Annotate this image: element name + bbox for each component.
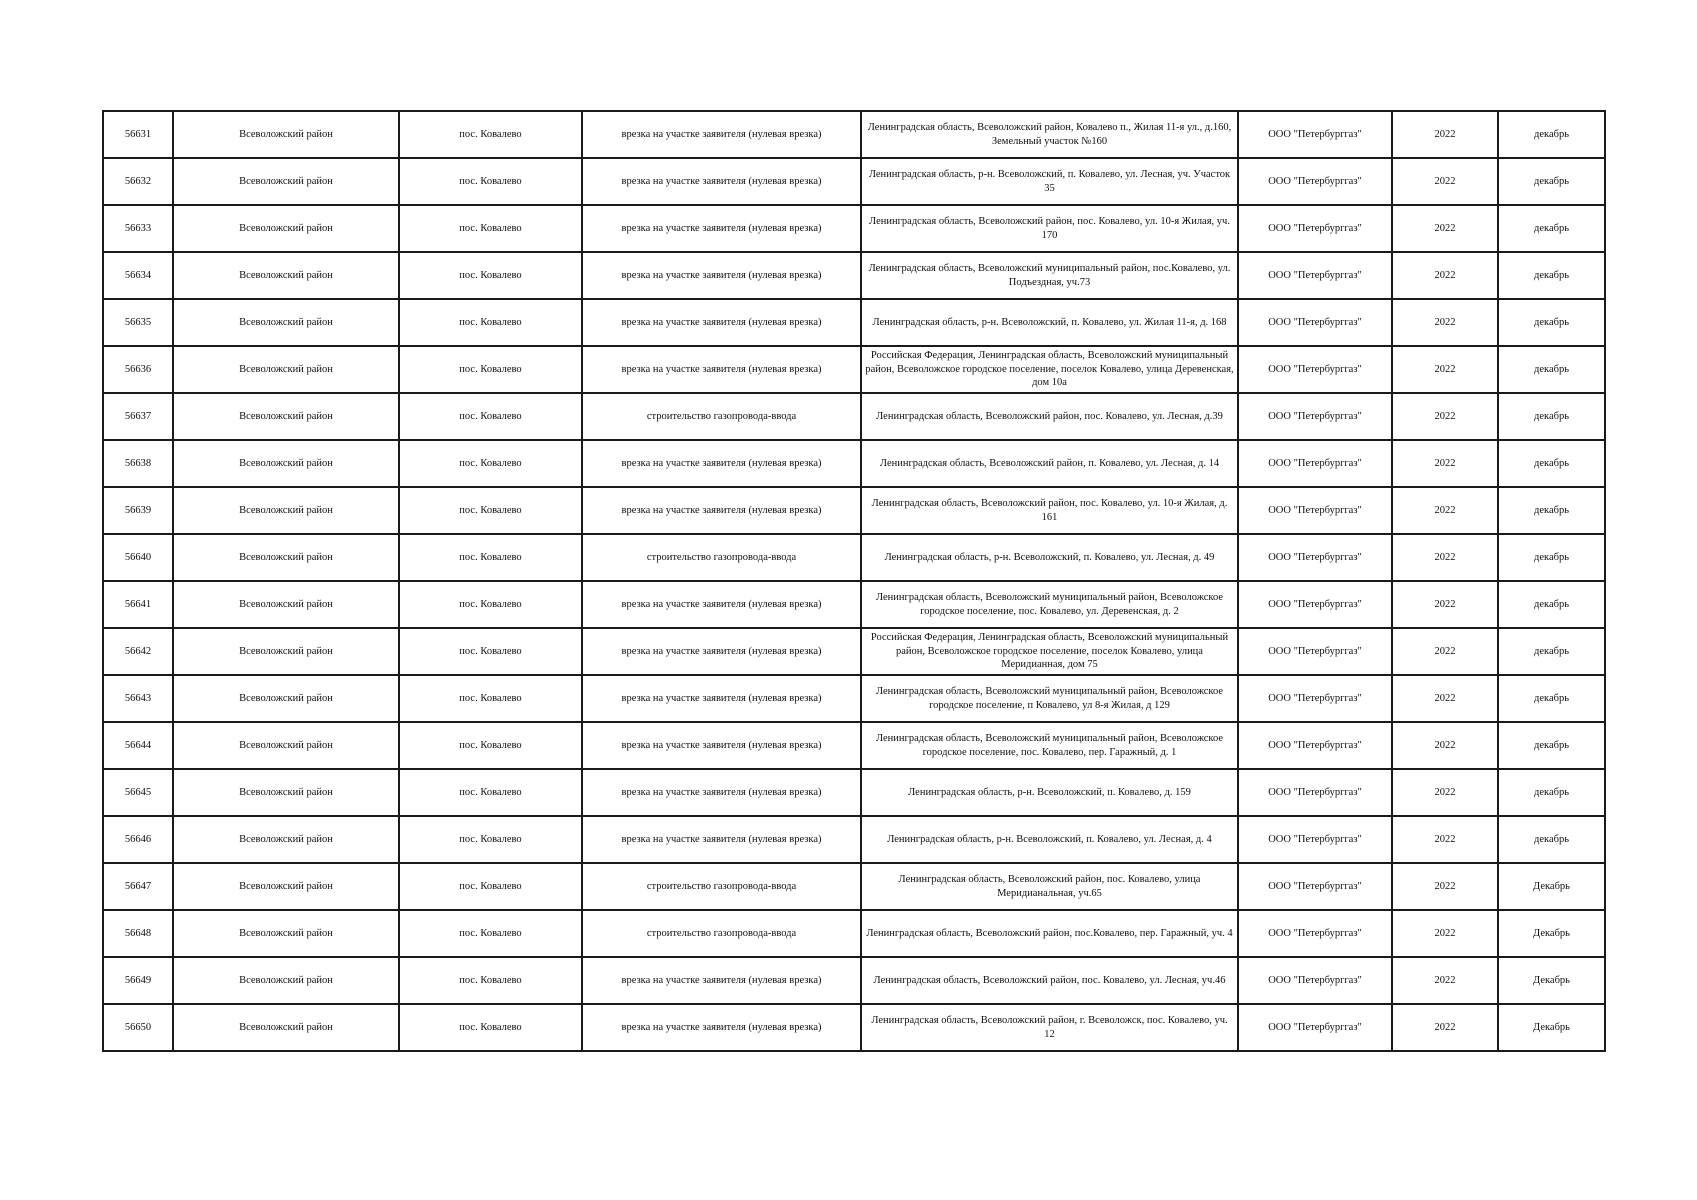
cell-settlement: пос. Ковалево (399, 863, 582, 910)
cell-address: Ленинградская область, р-н. Всеволожский, п. Ковалево, ул. Жилая 11-я, д. 168 (861, 299, 1238, 346)
cell-district: Всеволожский район (173, 816, 399, 863)
cell-district: Всеволожский район (173, 252, 399, 299)
cell-work-type: строительство газопровода-ввода (582, 393, 861, 440)
cell-month: декабрь (1498, 769, 1605, 816)
cell-company: ООО "Петербурггаз" (1238, 205, 1392, 252)
cell-year: 2022 (1392, 487, 1498, 534)
cell-year: 2022 (1392, 534, 1498, 581)
cell-work-type: строительство газопровода-ввода (582, 534, 861, 581)
cell-year: 2022 (1392, 205, 1498, 252)
cell-work-type: врезка на участке заявителя (нулевая врезка) (582, 346, 861, 393)
table-row (103, 158, 1605, 205)
cell-district: Всеволожский район (173, 440, 399, 487)
cell-address: Ленинградская область, Всеволожский муниципальный район, Всеволожское городское поселение, пос. Ковалево, ул. Деревенская, д. 2 (861, 581, 1238, 628)
cell-district: Всеволожский район (173, 863, 399, 910)
cell-company: ООО "Петербурггаз" (1238, 722, 1392, 769)
cell-work-type: врезка на участке заявителя (нулевая врезка) (582, 769, 861, 816)
cell-work-type: врезка на участке заявителя (нулевая врезка) (582, 252, 861, 299)
cell-company: ООО "Петербурггаз" (1238, 581, 1392, 628)
cell-company: ООО "Петербурггаз" (1238, 440, 1392, 487)
cell-address: Ленинградская область, Всеволожский район, пос. Ковалево, ул. 10-я Жилая, д. 161 (861, 487, 1238, 534)
cell-year: 2022 (1392, 393, 1498, 440)
cell-address: Ленинградская область, р-н. Всеволожский, п. Ковалево, ул. Лесная, д. 4 (861, 816, 1238, 863)
cell-id: 56634 (103, 252, 173, 299)
cell-year: 2022 (1392, 111, 1498, 158)
cell-settlement: пос. Ковалево (399, 440, 582, 487)
cell-work-type: врезка на участке заявителя (нулевая врезка) (582, 1004, 861, 1051)
table-row (103, 816, 1605, 863)
cell-year: 2022 (1392, 863, 1498, 910)
cell-district: Всеволожский район (173, 346, 399, 393)
cell-month: декабрь (1498, 816, 1605, 863)
cell-district: Всеволожский район (173, 769, 399, 816)
cell-settlement: пос. Ковалево (399, 581, 582, 628)
cell-company: ООО "Петербурггаз" (1238, 252, 1392, 299)
table-row (103, 1004, 1605, 1051)
cell-address: Российская Федерация, Ленинградская область, Всеволожский муниципальный район, Всеволожское городское поселение, поселок Ковалево, улица Деревенская, дом 10а (861, 346, 1238, 393)
cell-month: декабрь (1498, 440, 1605, 487)
cell-district: Всеволожский район (173, 487, 399, 534)
cell-work-type: врезка на участке заявителя (нулевая врезка) (582, 722, 861, 769)
cell-id: 56647 (103, 863, 173, 910)
cell-address: Ленинградская область, Всеволожский район, Ковалево п., Жилая 11-я ул., д.160, Земельный участок №160 (861, 111, 1238, 158)
cell-year: 2022 (1392, 346, 1498, 393)
cell-work-type: врезка на участке заявителя (нулевая врезка) (582, 628, 861, 675)
table-row (103, 534, 1605, 581)
cell-company: ООО "Петербурггаз" (1238, 675, 1392, 722)
cell-id: 56643 (103, 675, 173, 722)
cell-address: Ленинградская область, Всеволожский район, пос. Ковалево, ул. 10-я Жилая, уч. 170 (861, 205, 1238, 252)
cell-company: ООО "Петербурггаз" (1238, 910, 1392, 957)
cell-address: Ленинградская область, Всеволожский район, пос. Ковалево, ул. Лесная, уч.46 (861, 957, 1238, 1004)
cell-settlement: пос. Ковалево (399, 252, 582, 299)
cell-district: Всеволожский район (173, 1004, 399, 1051)
cell-work-type: врезка на участке заявителя (нулевая врезка) (582, 675, 861, 722)
cell-id: 56650 (103, 1004, 173, 1051)
cell-work-type: врезка на участке заявителя (нулевая врезка) (582, 487, 861, 534)
cell-month: декабрь (1498, 534, 1605, 581)
cell-year: 2022 (1392, 957, 1498, 1004)
cell-month: декабрь (1498, 346, 1605, 393)
cell-address: Ленинградская область, р-н. Всеволожский, п. Ковалево, ул. Лесная, д. 49 (861, 534, 1238, 581)
cell-id: 56632 (103, 158, 173, 205)
cell-year: 2022 (1392, 722, 1498, 769)
cell-work-type: врезка на участке заявителя (нулевая врезка) (582, 957, 861, 1004)
cell-month: декабрь (1498, 205, 1605, 252)
cell-district: Всеволожский район (173, 957, 399, 1004)
cell-id: 56637 (103, 393, 173, 440)
cell-settlement: пос. Ковалево (399, 393, 582, 440)
cell-month: декабрь (1498, 581, 1605, 628)
cell-address: Ленинградская область, р-н. Всеволожский, п. Ковалево, ул. Лесная, уч. Участок 35 (861, 158, 1238, 205)
cell-month: Декабрь (1498, 910, 1605, 957)
cell-address: Российская Федерация, Ленинградская область, Всеволожский муниципальный район, Всеволожское городское поселение, поселок Ковалево, улица Меридианная, дом 75 (861, 628, 1238, 675)
cell-district: Всеволожский район (173, 111, 399, 158)
cell-company: ООО "Петербурггаз" (1238, 957, 1392, 1004)
cell-id: 56640 (103, 534, 173, 581)
cell-company: ООО "Петербурггаз" (1238, 346, 1392, 393)
cell-year: 2022 (1392, 158, 1498, 205)
cell-work-type: врезка на участке заявителя (нулевая врезка) (582, 158, 861, 205)
table-row (103, 722, 1605, 769)
cell-district: Всеволожский район (173, 393, 399, 440)
cell-company: ООО "Петербурггаз" (1238, 628, 1392, 675)
cell-work-type: строительство газопровода-ввода (582, 863, 861, 910)
table-row (103, 111, 1605, 158)
cell-district: Всеволожский район (173, 722, 399, 769)
cell-work-type: врезка на участке заявителя (нулевая врезка) (582, 111, 861, 158)
cell-company: ООО "Петербурггаз" (1238, 816, 1392, 863)
cell-id: 56641 (103, 581, 173, 628)
cell-month: Декабрь (1498, 863, 1605, 910)
cell-company: ООО "Петербурггаз" (1238, 769, 1392, 816)
cell-id: 56639 (103, 487, 173, 534)
cell-address: Ленинградская область, Всеволожский район, п. Ковалево, ул. Лесная, д. 14 (861, 440, 1238, 487)
cell-id: 56642 (103, 628, 173, 675)
cell-district: Всеволожский район (173, 299, 399, 346)
cell-company: ООО "Петербурггаз" (1238, 863, 1392, 910)
cell-month: декабрь (1498, 628, 1605, 675)
cell-year: 2022 (1392, 675, 1498, 722)
cell-id: 56631 (103, 111, 173, 158)
cell-work-type: врезка на участке заявителя (нулевая врезка) (582, 205, 861, 252)
cell-id: 56633 (103, 205, 173, 252)
cell-work-type: врезка на участке заявителя (нулевая врезка) (582, 581, 861, 628)
cell-address: Ленинградская область, Всеволожский район, пос. Ковалево, ул. Лесная, д.39 (861, 393, 1238, 440)
cell-year: 2022 (1392, 910, 1498, 957)
table-row (103, 910, 1605, 957)
cell-company: ООО "Петербурггаз" (1238, 158, 1392, 205)
cell-work-type: врезка на участке заявителя (нулевая врезка) (582, 816, 861, 863)
data-table (102, 110, 1606, 1052)
cell-address: Ленинградская область, Всеволожский муниципальный район, Всеволожское городское поселение, пос. Ковалево, пер. Гаражный, д. 1 (861, 722, 1238, 769)
cell-month: декабрь (1498, 675, 1605, 722)
table-body (103, 111, 1605, 1051)
cell-id: 56649 (103, 957, 173, 1004)
cell-id: 56648 (103, 910, 173, 957)
cell-month: Декабрь (1498, 1004, 1605, 1051)
cell-month: Декабрь (1498, 957, 1605, 1004)
cell-year: 2022 (1392, 440, 1498, 487)
cell-id: 56645 (103, 769, 173, 816)
cell-district: Всеволожский район (173, 158, 399, 205)
cell-settlement: пос. Ковалево (399, 957, 582, 1004)
table-row (103, 863, 1605, 910)
cell-settlement: пос. Ковалево (399, 487, 582, 534)
cell-company: ООО "Петербурггаз" (1238, 393, 1392, 440)
cell-address: Ленинградская область, Всеволожский район, пос. Ковалево, улица Меридианальная, уч.65 (861, 863, 1238, 910)
cell-district: Всеволожский район (173, 581, 399, 628)
cell-month: декабрь (1498, 299, 1605, 346)
cell-year: 2022 (1392, 299, 1498, 346)
cell-address: Ленинградская область, Всеволожский район, г. Всеволожск, пос. Ковалево, уч. 12 (861, 1004, 1238, 1051)
table-row (103, 487, 1605, 534)
cell-id: 56635 (103, 299, 173, 346)
cell-district: Всеволожский район (173, 910, 399, 957)
cell-year: 2022 (1392, 628, 1498, 675)
cell-district: Всеволожский район (173, 205, 399, 252)
table-row (103, 252, 1605, 299)
table-row (103, 393, 1605, 440)
cell-address: Ленинградская область, Всеволожский муниципальный район, Всеволожское городское поселение, п Ковалево, ул 8-я Жилая, д 129 (861, 675, 1238, 722)
cell-id: 56644 (103, 722, 173, 769)
table-row (103, 581, 1605, 628)
cell-settlement: пос. Ковалево (399, 722, 582, 769)
cell-district: Всеволожский район (173, 675, 399, 722)
cell-district: Всеволожский район (173, 534, 399, 581)
cell-company: ООО "Петербурггаз" (1238, 299, 1392, 346)
cell-address: Ленинградская область, Всеволожский муниципальный район, пос.Ковалево, ул. Подъездная, уч.73 (861, 252, 1238, 299)
cell-month: декабрь (1498, 252, 1605, 299)
cell-year: 2022 (1392, 581, 1498, 628)
cell-month: декабрь (1498, 111, 1605, 158)
cell-year: 2022 (1392, 816, 1498, 863)
table-row (103, 205, 1605, 252)
table-row (103, 769, 1605, 816)
cell-id: 56636 (103, 346, 173, 393)
cell-year: 2022 (1392, 252, 1498, 299)
cell-month: декабрь (1498, 487, 1605, 534)
cell-company: ООО "Петербурггаз" (1238, 534, 1392, 581)
cell-month: декабрь (1498, 393, 1605, 440)
cell-year: 2022 (1392, 1004, 1498, 1051)
table-row (103, 675, 1605, 722)
cell-settlement: пос. Ковалево (399, 205, 582, 252)
cell-settlement: пос. Ковалево (399, 816, 582, 863)
cell-address: Ленинградская область, р-н. Всеволожский, п. Ковалево, д. 159 (861, 769, 1238, 816)
cell-settlement: пос. Ковалево (399, 628, 582, 675)
cell-id: 56646 (103, 816, 173, 863)
cell-settlement: пос. Ковалево (399, 299, 582, 346)
cell-settlement: пос. Ковалево (399, 111, 582, 158)
table-row (103, 628, 1605, 675)
cell-company: ООО "Петербурггаз" (1238, 487, 1392, 534)
cell-settlement: пос. Ковалево (399, 769, 582, 816)
cell-settlement: пос. Ковалево (399, 346, 582, 393)
cell-month: декабрь (1498, 722, 1605, 769)
cell-settlement: пос. Ковалево (399, 1004, 582, 1051)
table-row (103, 299, 1605, 346)
cell-company: ООО "Петербурггаз" (1238, 111, 1392, 158)
cell-year: 2022 (1392, 769, 1498, 816)
cell-work-type: врезка на участке заявителя (нулевая врезка) (582, 299, 861, 346)
table-row (103, 346, 1605, 393)
table-row (103, 957, 1605, 1004)
cell-company: ООО "Петербурггаз" (1238, 1004, 1392, 1051)
cell-settlement: пос. Ковалево (399, 910, 582, 957)
cell-settlement: пос. Ковалево (399, 675, 582, 722)
cell-month: декабрь (1498, 158, 1605, 205)
cell-address: Ленинградская область, Всеволожский район, пос.Ковалево, пер. Гаражный, уч. 4 (861, 910, 1238, 957)
cell-id: 56638 (103, 440, 173, 487)
cell-district: Всеволожский район (173, 628, 399, 675)
cell-work-type: строительство газопровода-ввода (582, 910, 861, 957)
cell-settlement: пос. Ковалево (399, 158, 582, 205)
table-row (103, 440, 1605, 487)
cell-work-type: врезка на участке заявителя (нулевая врезка) (582, 440, 861, 487)
cell-settlement: пос. Ковалево (399, 534, 582, 581)
